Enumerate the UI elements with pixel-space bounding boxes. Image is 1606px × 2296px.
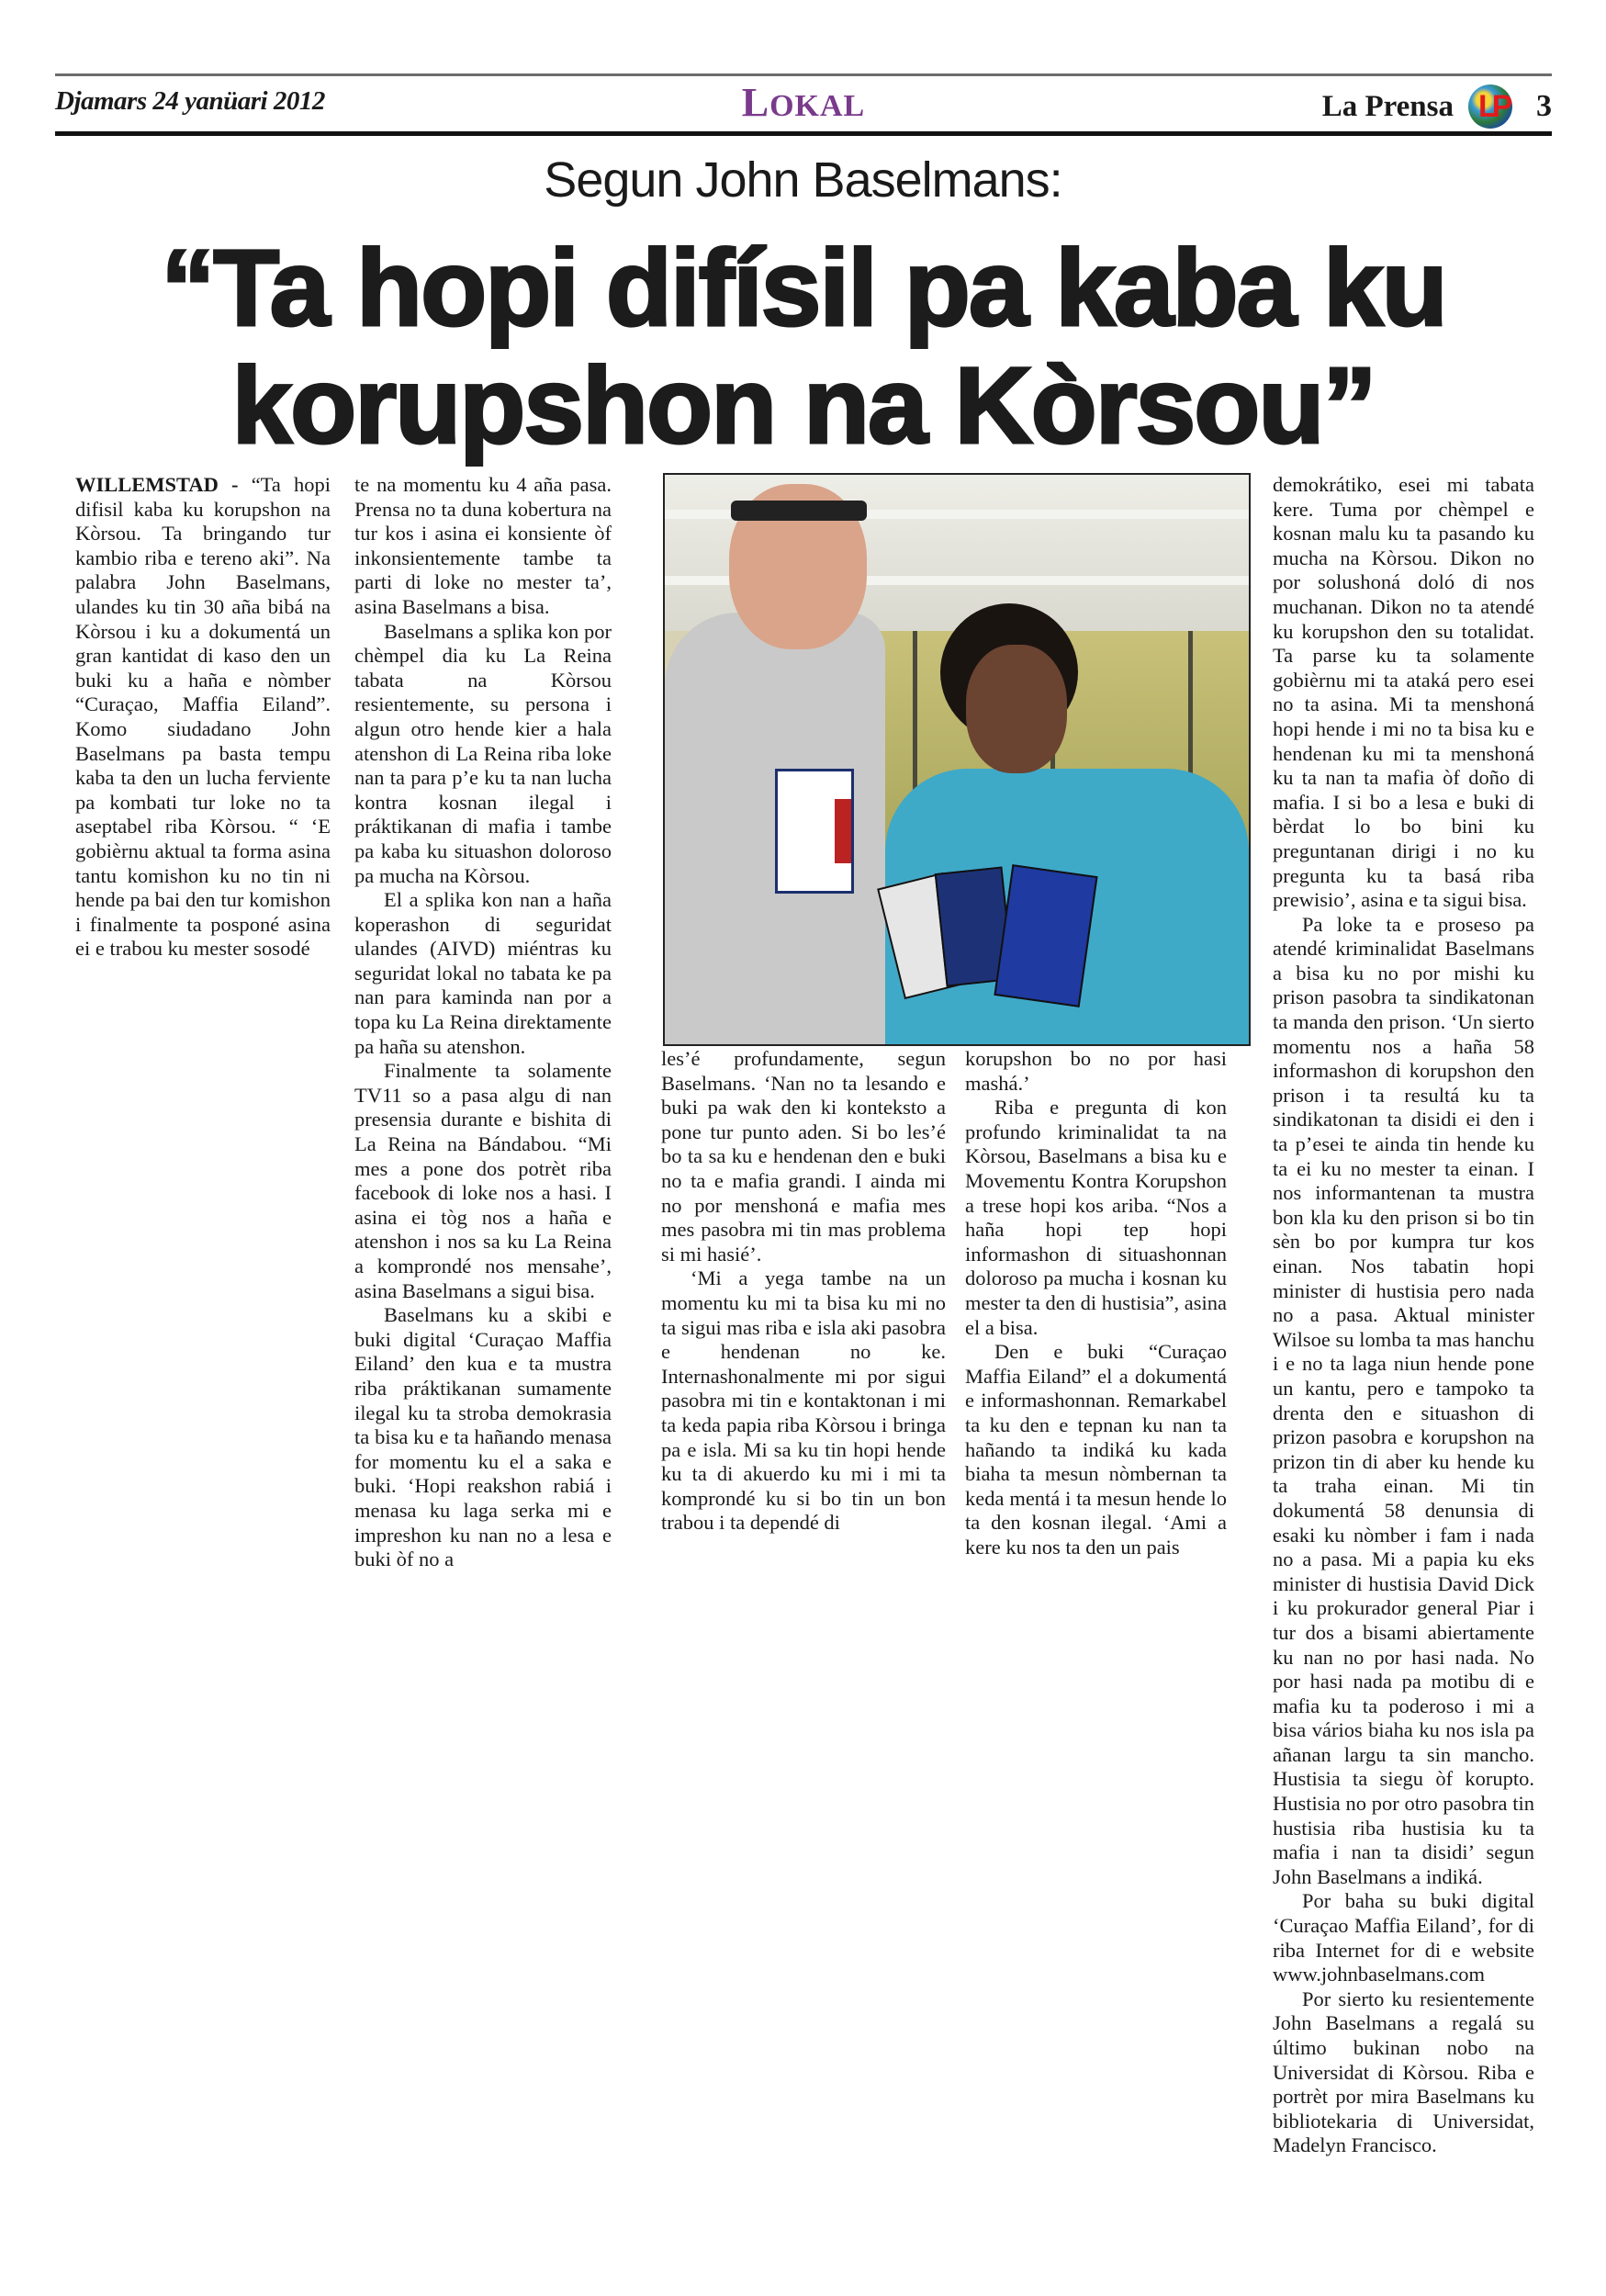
article-paragraph: demokrátiko, esei mi tabata kere. Tuma por chèmpel e kosnan malu ku ta pasando ku mucha na Kòrsou. Dikon no por solushoná doló di nos muchanan. Dikon no ta atendé ku korupshon den su totalidat. Ta parse ku ta solamente gobièrnu mi ta ataká pero esei no ta asina. Mi ta menshoná hopi hende i mi no ta bisa ku e hendenan ku mi ta menshoná ku ta nan ta mafia òf doño di mafia. I si bo a lesa e buki di bèrdat lo bo bini ku preguntanan dirigi i no ku pregunta ku ta basá riba prewisio’, asina e ta sigui bisa. <box>1273 473 1534 912</box>
article-photo <box>663 473 1251 1046</box>
photo-woman-face <box>966 645 1067 773</box>
issue-date: Djamars 24 yanüari 2012 <box>55 86 325 116</box>
la-prensa-globe-logo-icon <box>1468 84 1512 129</box>
article-paragraph: Den e buki “Curaçao Maffia Eiland” el a dokumentá e informashonnan. Remarkabel ta ku den e tepnan ku nan ta hañando ta indiká ku kada biaha ta mesun nòmbernan ta keda mentá i ta mesun hende lo ta den kosnan ilegal. ‘Ami a kere ku nos ta den un pais <box>965 1340 1227 1559</box>
article-paragraph: Por sierto ku resientemente John Baselmans a regalá su último bukinan nobo na Universidat di Kòrsou. Riba e portrèt por mira Baselmans ku bibliotekaria di Universidat, Madelyn Francisco. <box>1273 1986 1534 2157</box>
paragraph-text: “Ta hopi difisil kaba ku korupshon na Kòrsou. Ta bringando tur kambio riba e tereno aki”. Na palabra John Baselmans, ulandes ku tin 30 aña bibá na Kòrsou i ku a dokumentá un gran kantidat di kaso den un buki ku a haña e nòmber “Curaçao, Maffia Eiland”. Komo siudadano John Baselmans pa basta tempu kaba ta den un lucha ferviente pa kombati tur loke no ta aseptabel riba Kòrsou. “ ‘E gobièrnu aktual ta forma asina tantu komishon ku no tin ni hende pa bai den tur komishon i finalmente ta posponé asina ei e trabou ku mester sosodé <box>75 473 331 961</box>
article-column-4 <box>965 1047 1227 1559</box>
article-paragraph: korupshon bo no por hasi mashá.’ <box>965 1047 1227 1095</box>
article-paragraph <box>75 473 331 962</box>
header-bottom-rule <box>55 131 1552 136</box>
photo-book <box>994 864 1097 1007</box>
section-title-initial: L <box>741 80 770 125</box>
header-top-rule <box>55 73 1552 76</box>
photo-headband <box>731 501 867 521</box>
masthead <box>55 81 1552 129</box>
article-paragraph: Pa loke ta e proseso pa atendé kriminalidat Baselmans a bisa ku no por mishi ku prison pasobra ta sindikatonan ta manda den prison. ‘Un sierto momentu nos a haña 58 informashon di korupshon den prison i ta resultá ku ta sindikatonan ta disidi ei den i ta p’esei te ainda tin hende ku ta ei ku no mester ta einan. I nos informantenan ta mustra bon kla ku den prison si bo tin sèn bo por kumpra tur kos einan. Nos tabatin hopi minister di hustisia pero nada no a pasa. Aktual minister Wilsoe su lomba ta mas hanchu i e no ta laga niun hende pone un kantu, pero e tampoko ta drenta den e situashon di prizon pasobra e korupshon na prizon tin di aber ku hende ku ta traha einan. Mi tin dokumentá 58 denunsia di esaki ku nòmber i fam i nada no a pasa. Mi a papia ku eks minister di hustisia David Dick i ku prokurador general Piar i tur dos a bisami abiertamente ku nan no por hasi nada. No por hasi nada pa motibu di e mafia ku ta poderoso i mi a bisa vários biaha ku nos isla pa añanan largu ta sin mancho. Hustisia ta siegu òf korupto. Hustisia no por otro pasobra tin hustisia riba hustisia ku ta mafia i nan ta disidi’ segun John Baselmans a indiká. <box>1273 912 1534 1888</box>
publication-brand <box>1322 84 1552 129</box>
article-paragraph: Finalmente ta solamente TV11 so a pasa algu di nan presensia durante e bishita di La Reina na Bándabou. “Mi mes a pone dos potrèt riba facebook di loke nos a hasi. I asina ei tòg nos a haña e atenshon i nos sa ku La Reina a komprondé nos mensahe’, asina Baselmans a sigui bisa. <box>354 1059 612 1302</box>
article-column-3 <box>661 1047 946 1536</box>
article-paragraph: te na momentu ku 4 aña pasa. Prensa no ta duna kobertura na tur kos i asina ei konsiente òf inkonsientemente tambe ta parti di loke no mester ta’, asina Baselmans a bisa. <box>354 473 612 618</box>
section-title-rest: OKAL <box>769 89 866 123</box>
article-paragraph: Baselmans a splika kon por chèmpel dia ku La Reina tabata na Kòrsou resientemente, su persona i algun otro hende kier a hala atenshon di La Reina riba loke nan ta para p’e ku ta nan lucha kontra kosnan ilegal i práktikanan di mafia i tambe pa kaba ku situashon doloroso pa mucha na Kòrsou. <box>354 619 612 887</box>
article-column-1 <box>75 473 331 962</box>
article-headline: “Ta hopi difísil pa kaba ku korupshon na Kòrsou” <box>161 228 1446 467</box>
photo-shirt-logo <box>775 769 854 894</box>
article-paragraph: Baselmans ku a skibi e buki digital ‘Curaçao Maffia Eiland’ den kua e ta mustra riba práktikanan sumamente ilegal ku ta stroba demokrasia ta bisa ku e ta hañando menasa for momentu ku el a saka e buki. ‘Hopi reakshon rabiá i menasa ku laga serka mi e impreshon ku nan no a lesa e buki òf no a <box>354 1303 612 1571</box>
dateline: WILLEMSTAD - <box>75 473 252 496</box>
article-paragraph: El a splika kon nan a haña koperashon di seguridat ulandes (AIVD) miéntras ku seguridat lokal no tabata ke pa nan para kaminda nan por a topa ku La Reina direktamente pa haña su atenshon. <box>354 888 612 1058</box>
article-paragraph: les’é profundamente, segun Baselmans. ‘Nan no ta lesando e buki pa wak den ki konteksto a pone tur punto aden. Si bo les’é bo ta sa ku e hendenan den e buki no ta e mafia grandi. I ainda mi no por menshoná e mafia mes mes pasobra mi tin mas problema si mi hasié’. <box>661 1047 946 1266</box>
article-column-5 <box>1273 473 1534 2158</box>
article-kicker: Segun John Baselmans: <box>544 152 1062 208</box>
page-number: 3 <box>1536 89 1552 123</box>
publication-name: La Prensa <box>1321 89 1454 123</box>
article-paragraph: Riba e pregunta di kon profundo kriminalidat ta na Kòrsou, Baselmans a bisa ku e Movementu Kontra Korupshon a trese hopi kos ariba. “Nos a haña hopi tep hopi informashon di situashonnan doloroso pa mucha i kosnan ku mester ta den di hustisia”, asina el a bisa. <box>965 1096 1227 1339</box>
article-paragraph: ‘Mi a yega tambe na un momentu ku mi ta bisa ku mi no ta sigui mas riba e isla aki pasobra e hendenan no ke. Internashonalmente mi por sigui pasobra mi tin e kontaktonan i mi ta keda papia riba Kòrsou i bringa pa e isla. Mi sa ku tin hopi hende ku ta di akuerdo ku mi i mi ta komprondé ku si bo tin un bon trabou i ta dependé di <box>661 1266 946 1535</box>
article-paragraph: Por baha su buki digital ‘Curaçao Maffia Eiland’, for di riba Internet for di e website www.johnbaselmans.com <box>1273 1889 1534 1986</box>
article-column-2 <box>354 473 612 1572</box>
logo-letters: LP <box>1478 89 1508 124</box>
